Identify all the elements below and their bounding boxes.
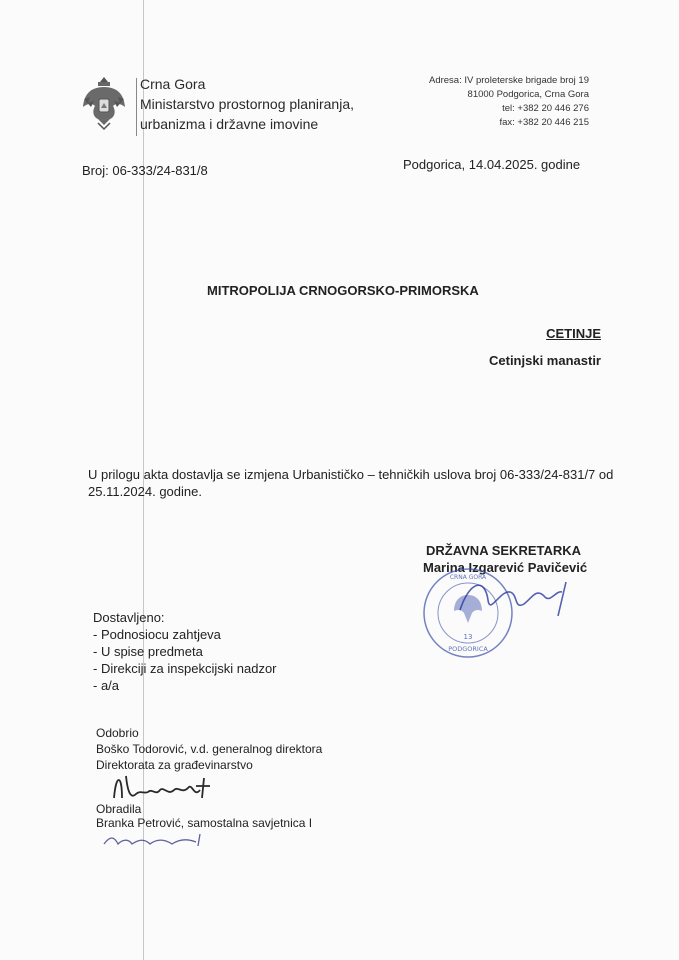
distribution-item-4: - a/a <box>93 678 120 693</box>
handwritten-signature-preparer <box>100 828 210 852</box>
body-line1: U prilogu akta dostavlja se izmjena Urbanističko – tehničkih uslova broj 06-333/24-831/7 od <box>88 467 614 482</box>
stamp-text-top: CRNA GORA <box>449 574 487 581</box>
prepared-line1: Branka Petrović, samostalna savjetnica I <box>96 816 313 830</box>
header-divider <box>136 78 137 136</box>
header-country: Crna Gora <box>140 76 206 92</box>
recipient-city: CETINJE <box>546 326 601 341</box>
stamp-text-number: 13 <box>463 633 473 641</box>
recipient-place: Cetinjski manastir <box>489 353 601 368</box>
distribution-heading: Dostavljeno: <box>93 610 165 625</box>
body-line2: 25.11.2024. godine. <box>88 484 202 499</box>
place-date: Podgorica, 14.04.2025. godine <box>403 157 581 172</box>
header-phone: tel: +382 20 446 276 <box>502 103 589 114</box>
distribution-item-2: - U spise predmeta <box>93 644 203 659</box>
header-ministry-line1: Ministarstvo prostornog planiranja, <box>140 96 354 112</box>
handwritten-signature-secretary <box>440 570 580 630</box>
header-ministry-line2: urbanizma i državne imovine <box>140 116 319 132</box>
coat-of-arms-icon <box>80 73 128 131</box>
stamp-text-city: PODGORICA <box>448 645 488 653</box>
header-fax: fax: +382 20 446 215 <box>499 117 589 128</box>
distribution-item-1: - Podnosiocu zahtjeva <box>93 627 221 642</box>
approval-line1: Boško Todorović, v.d. generalnog direktora <box>96 742 323 756</box>
reference-number: Broj: 06-333/24-831/8 <box>82 163 208 178</box>
signature-title: DRŽAVNA SEKRETARKA <box>426 543 582 558</box>
header-address-street: Adresa: IV proleterske brigade broj 19 <box>428 75 589 86</box>
recipient-name: MITROPOLIJA CRNOGORSKO-PRIMORSKA <box>207 283 479 298</box>
header-address-city: 81000 Podgorica, Crna Gora <box>467 89 589 100</box>
signature-name: Marina Izgarević Pavičević <box>423 560 588 575</box>
prepared-label: Obradila <box>96 802 142 816</box>
approval-line2: Direktorata za građevinarstvo <box>96 758 253 772</box>
approval-label: Odobrio <box>96 726 139 740</box>
distribution-item-3: - Direkciji za inspekcijski nadzor <box>93 661 277 676</box>
